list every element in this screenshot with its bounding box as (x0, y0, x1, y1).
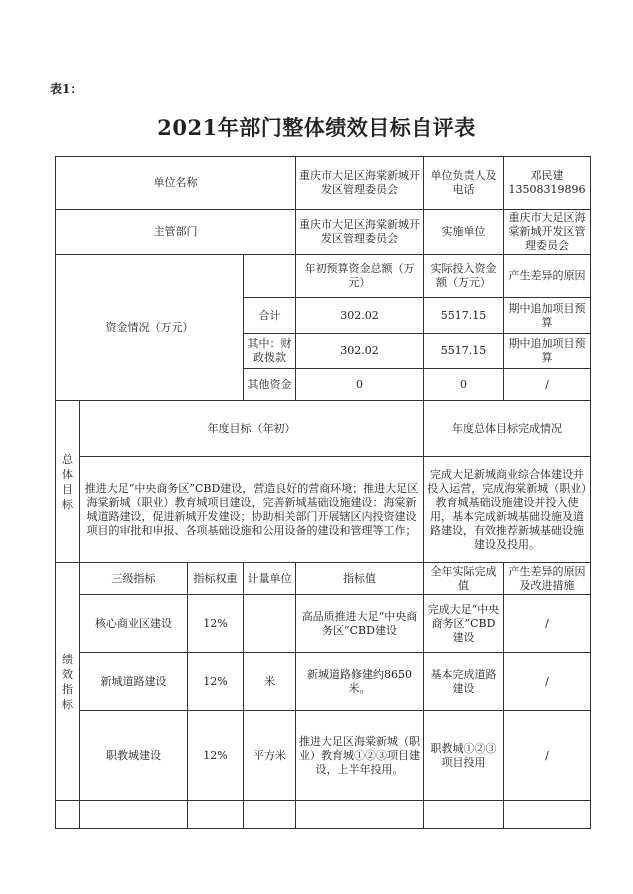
perf-header-actual: 全年实际完成值 (424, 563, 504, 595)
perf-row-unit (244, 595, 296, 653)
funds-col-actual: 实际投入资金额（万元） (424, 255, 504, 298)
perf-row-actual: 基本完成道路建设 (424, 653, 504, 711)
funds-section-label: 资金情况（万元） (56, 255, 244, 401)
overall-result-text: 完成大足新城商业综合体建设并投入运营，完成海棠新城（职业）教育城基础设施建设并投入使用，基本完成新城基础设施及道路建设，有效推荐新城基础设施建设及投用。 (424, 457, 591, 563)
perf-row-indicator: 新城道路建设 (80, 653, 188, 711)
overall-side-label: 总体目标 (56, 401, 80, 563)
unit-head-name: 邓民建 (530, 169, 564, 182)
page-title: 2021年部门整体绩效目标自评表 (157, 115, 476, 140)
performance-side-label: 绩效指标 (56, 563, 80, 801)
unit-head-phone: 13508319896 (508, 183, 586, 196)
perf-row-value: 新城道路修建约8650米。 (296, 653, 424, 711)
empty-trailing-cell (56, 801, 80, 829)
empty-trailing-cell (244, 801, 296, 829)
perf-row-indicator: 职教城建设 (80, 711, 188, 801)
unit-head-label: 单位负责人及电话 (424, 157, 504, 210)
perf-row-reason: / (504, 711, 591, 801)
funds-row-budget: 302.02 (296, 334, 424, 369)
funds-row-actual: 5517.15 (424, 334, 504, 369)
perf-row-weight: 12% (188, 653, 244, 711)
perf-row-reason: / (504, 595, 591, 653)
unit-name-value: 重庆市大足区海棠新城开发区管理委员会 (296, 157, 424, 210)
perf-header-weight: 指标权重 (188, 563, 244, 595)
dept-value: 重庆市大足区海棠新城开发区管理委员会 (296, 210, 424, 255)
funds-col-reason: 产生差异的原因 (504, 255, 591, 298)
perf-header-indicator: 三级指标 (80, 563, 188, 595)
perf-row-weight: 12% (188, 595, 244, 653)
overall-goal-text: 推进大足“中央商务区”CBD建设，营造良好的营商环境；推进大足区海棠新城（职业）教育城项目建设，完善新城基础设施建设：海棠新城道路建设，促进新城开发建设；协助相关部门开展辖区内投资建设项目的审批和申报、各项基础设施和公用设备的建设和管理等工作； (80, 457, 424, 563)
impl-label: 实施单位 (424, 210, 504, 255)
empty-trailing-cell (296, 801, 424, 829)
funds-col-budget: 年初预算资金总额（万元） (296, 255, 424, 298)
funds-row-actual: 0 (424, 369, 504, 401)
perf-row-weight: 12% (188, 711, 244, 801)
perf-header-value: 指标值 (296, 563, 424, 595)
perf-row-indicator: 核心商业区建设 (80, 595, 188, 653)
unit-name-label: 单位名称 (56, 157, 296, 210)
unit-head-contact (504, 157, 591, 210)
perf-row-unit: 平方米 (244, 711, 296, 801)
perf-row-actual: 完成大足“中央商务区”CBD建设 (424, 595, 504, 653)
funds-row-budget: 0 (296, 369, 424, 401)
empty-trailing-cell (504, 801, 591, 829)
perf-row-reason: / (504, 653, 591, 711)
empty-trailing-cell (80, 801, 188, 829)
dept-label: 主管部门 (56, 210, 296, 255)
performance-table (55, 156, 591, 829)
perf-header-reason: 产生差异的原因及改进措施 (504, 563, 591, 595)
empty-trailing-cell (188, 801, 244, 829)
funds-row-reason: 期中追加项目预算 (504, 334, 591, 369)
perf-header-unit: 计量单位 (244, 563, 296, 595)
overall-result-header: 年度总体目标完成情况 (424, 401, 591, 457)
impl-value: 重庆市大足区海棠新城开发区管理委员会 (504, 210, 591, 255)
overall-goal-header: 年度目标（年初） (80, 401, 424, 457)
perf-row-unit: 米 (244, 653, 296, 711)
funds-row-budget: 302.02 (296, 298, 424, 334)
empty-trailing-cell (424, 801, 504, 829)
funds-row-actual: 5517.15 (424, 298, 504, 334)
table-number-label: 表1： (50, 82, 83, 96)
funds-row-reason: 期中追加项目预算 (504, 298, 591, 334)
perf-row-value: 推进大足区海棠新城（职业）教育城①②③项目建设，上半年投用。 (296, 711, 424, 801)
funds-row-label: 合计 (244, 298, 296, 334)
funds-row-reason: / (504, 369, 591, 401)
perf-row-actual: 职教城①②③项目投用 (424, 711, 504, 801)
perf-row-value: 高品质推进大足“中央商务区”CBD建设 (296, 595, 424, 653)
funds-row-label: 其他资金 (244, 369, 296, 401)
funds-corner-cell (244, 255, 296, 298)
funds-row-label: 其中：财政拨款 (244, 334, 296, 369)
